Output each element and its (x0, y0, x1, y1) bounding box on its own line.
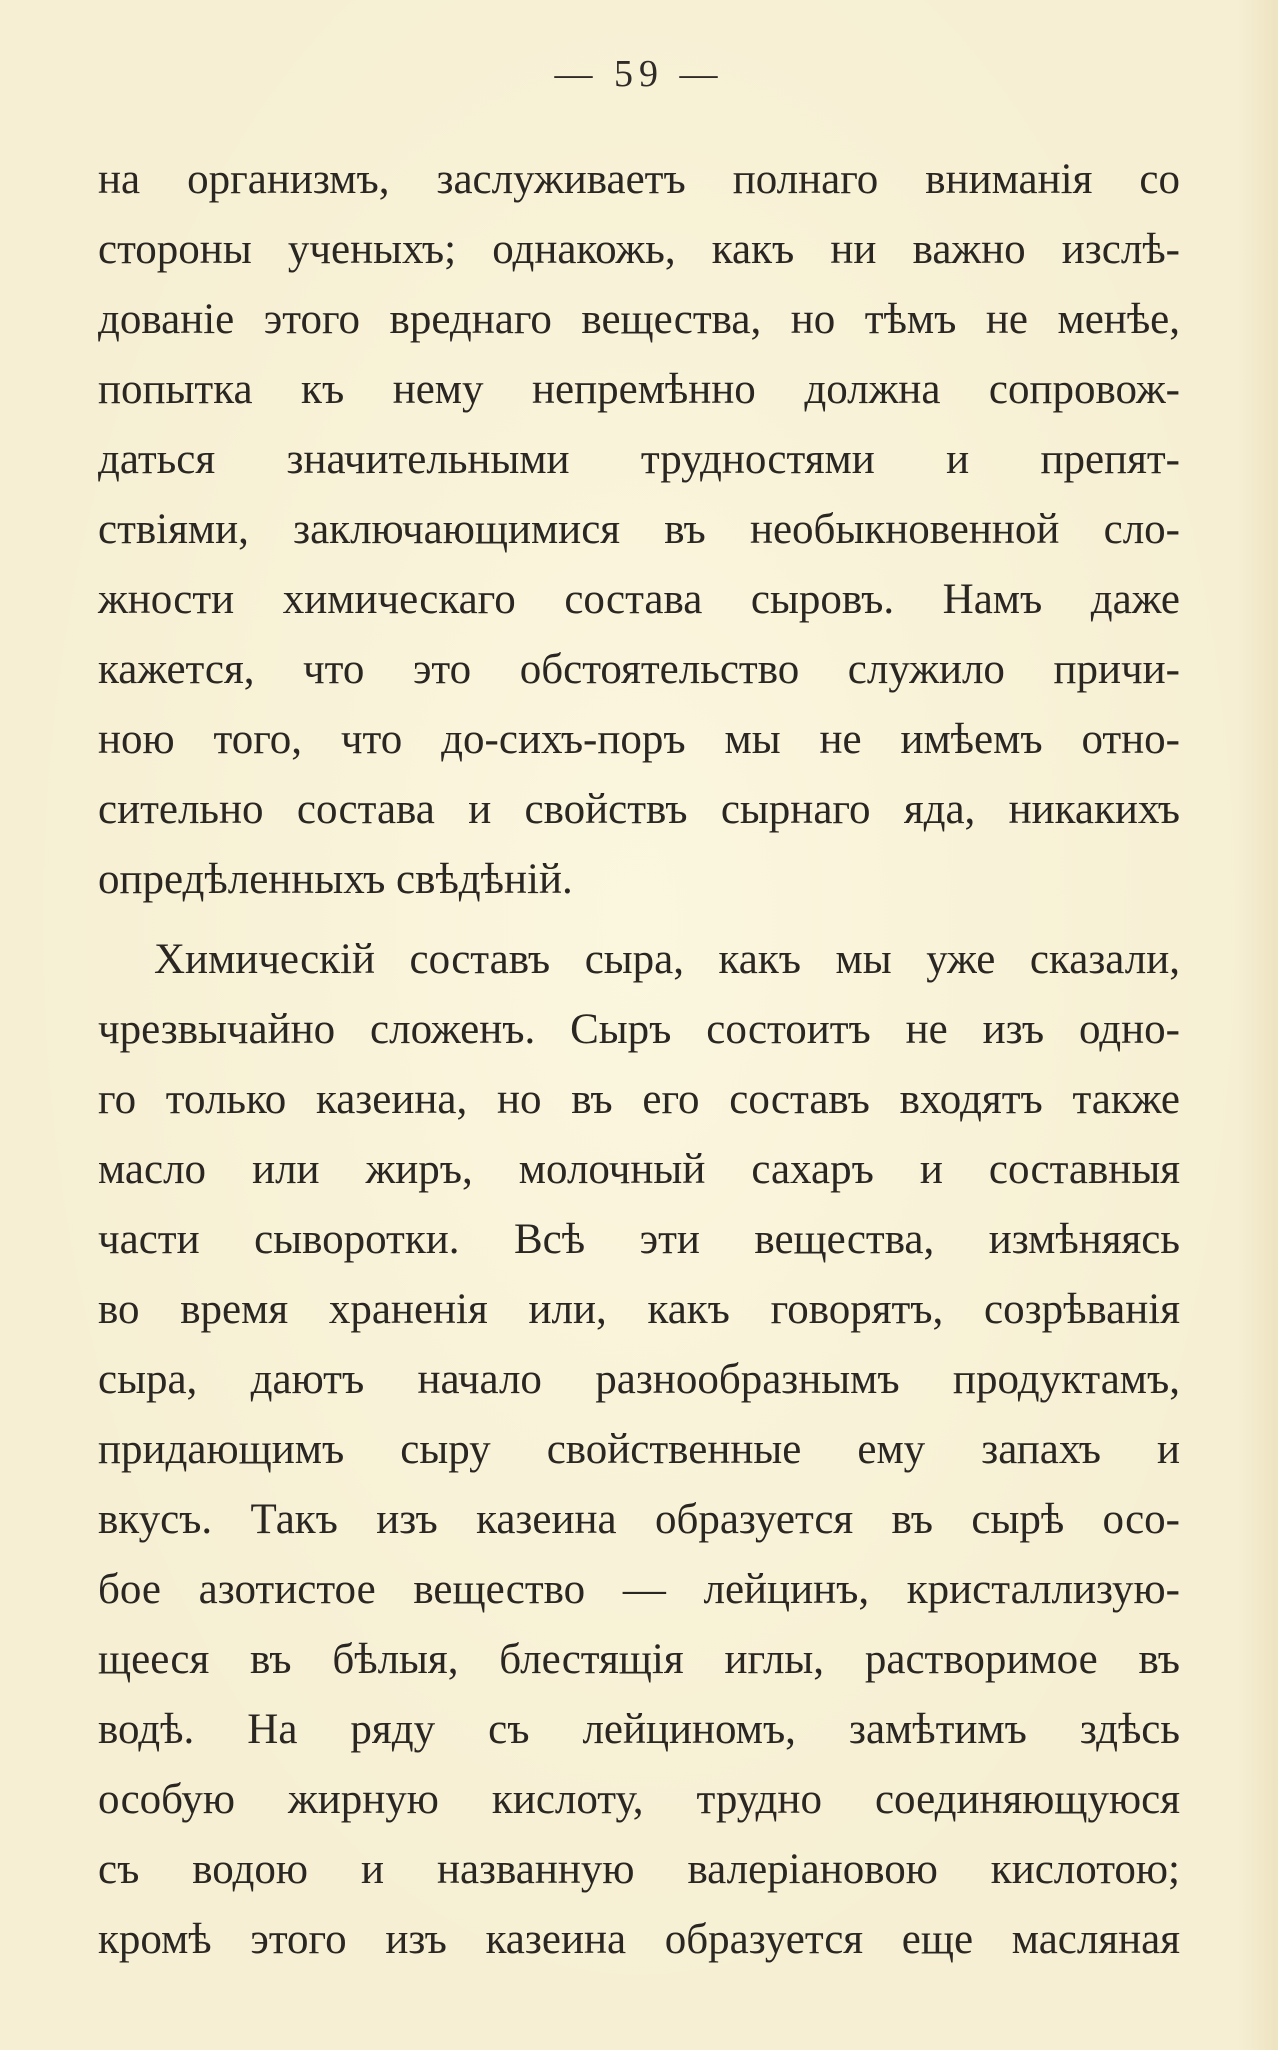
text-line: дованіе этого вреднаго вещества, но тѣмъ не менѣе, (98, 296, 1180, 343)
text-line: кромѣ этого изъ казеина образуется еще масляная (98, 1916, 1180, 1963)
text-line: щееся въ бѣлыя, блестящія иглы, растворимое въ (98, 1636, 1180, 1683)
text-line: части сыворотки. Всѣ эти вещества, измѣняясь (98, 1216, 1180, 1263)
text-line: попытка къ нему непремѣнно должна сопровож- (98, 366, 1180, 413)
text-line: ною того, что до-сихъ-поръ мы не имѣемъ отно- (98, 716, 1180, 763)
text-line: кажется, что это обстоятельство служило причи- (98, 646, 1180, 693)
text-line: стороны ученыхъ; однакожь, какъ ни важно изслѣ- (98, 226, 1180, 273)
text-line: на организмъ, заслуживаетъ полнаго вниманія со (98, 156, 1180, 203)
text-line: даться значительными трудностями и препят- (98, 436, 1180, 483)
text-line: Химическій составъ сыра, какъ мы уже сказали, (154, 936, 1180, 983)
text-line: водѣ. На ряду съ лейциномъ, замѣтимъ здѣсь (98, 1706, 1180, 1753)
paragraph-1 (98, 145, 1180, 915)
text-line: масло или жиръ, молочный сахаръ и составныя (98, 1146, 1180, 1193)
text-line: особую жирную кислоту, трудно соединяющуюся (98, 1776, 1180, 1823)
paragraph-2 (98, 925, 1180, 1975)
text-line: съ водою и названную валеріановою кислотою; (98, 1846, 1180, 1893)
text-line: сыра, даютъ начало разнообразнымъ продуктамъ, (98, 1356, 1180, 1403)
text-line: вкусъ. Такъ изъ казеина образуется въ сырѣ осо- (98, 1496, 1180, 1543)
text-line: жности химическаго состава сыровъ. Намъ даже (98, 576, 1180, 623)
text-line: опредѣленныхъ свѣдѣній. (98, 856, 573, 903)
page-number: — 59 — (554, 53, 724, 95)
text-line: ствіями, заключающимися въ необыкновенной сло- (98, 506, 1180, 553)
text-line: во время храненія или, какъ говорятъ, созрѣванія (98, 1286, 1180, 1333)
text-line: чрезвычайно сложенъ. Сыръ состоитъ не изъ одно- (98, 1006, 1180, 1053)
paragraph-gap (98, 915, 1180, 925)
text-line: го только казеина, но въ его составъ входятъ также (98, 1076, 1180, 1123)
body-text (98, 145, 1180, 1975)
text-line: бое азотистое вещество — лейцинъ, кристаллизую- (98, 1566, 1180, 1613)
text-line: сительно состава и свойствъ сырнаго яда, никакихъ (98, 786, 1180, 833)
text-line: придающимъ сыру свойственные ему запахъ и (98, 1426, 1180, 1473)
